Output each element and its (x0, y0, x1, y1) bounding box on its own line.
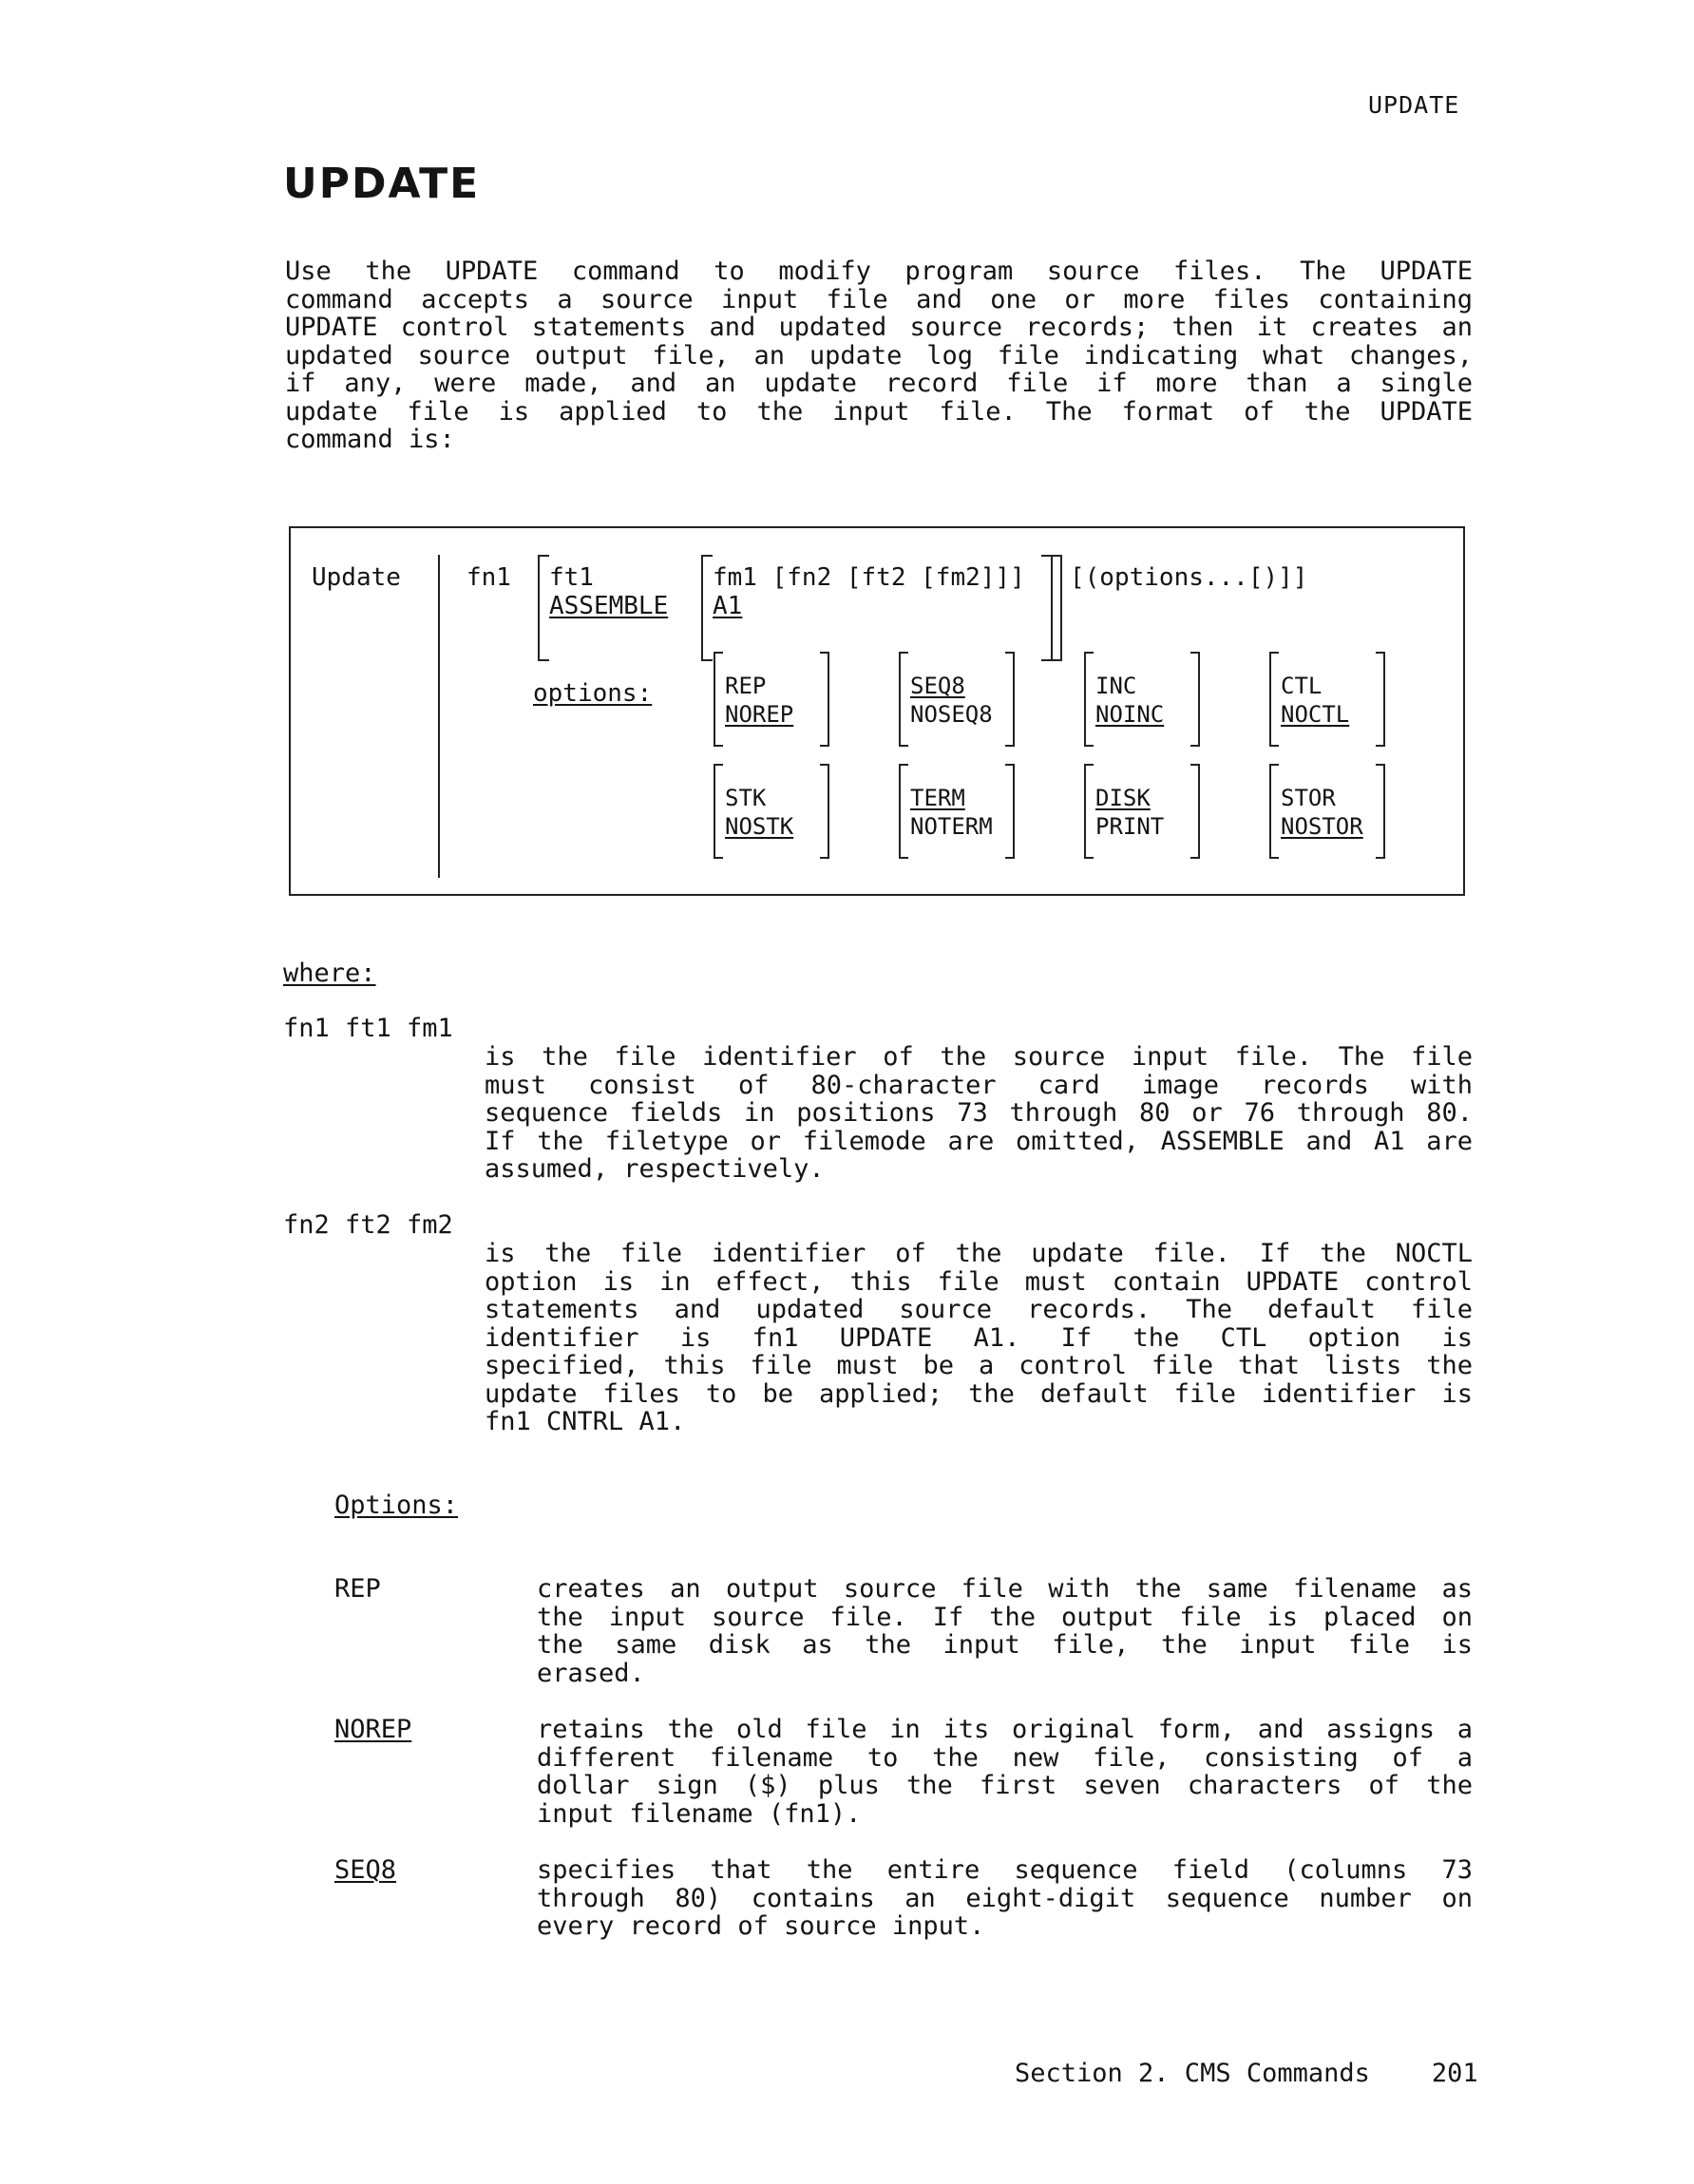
option-bracket-left (714, 652, 723, 747)
option-term: REP (334, 1574, 381, 1604)
option-value: NOCTL (1281, 701, 1350, 728)
option-description-line: retains the old file in its original form, and assigns a (537, 1715, 1473, 1744)
intro-paragraph (285, 257, 1473, 454)
option-bracket-right (1005, 764, 1015, 859)
option-pair (714, 764, 837, 859)
option-description (537, 1856, 1473, 1941)
option-value: DISK (1095, 785, 1151, 811)
option-pair (899, 764, 1022, 859)
option-bracket-left (1084, 652, 1094, 747)
option-value: NOREP (725, 701, 794, 728)
syntax-box (289, 526, 1465, 896)
option-value: NOSTK (725, 813, 794, 840)
option-value: NOTERM (910, 813, 993, 840)
option-bracket-left (1084, 764, 1094, 859)
option-bracket-left (899, 652, 908, 747)
option-bracket-right (1190, 652, 1200, 747)
option-description-line: the input source file. If the output file is placed on (537, 1602, 1473, 1632)
option-bracket-left (899, 764, 908, 859)
page-footer (1015, 2060, 1478, 2088)
option-bracket-right (1005, 652, 1015, 747)
option-description-line: input filename (fn1). (537, 1798, 862, 1829)
syntax-command: Update (312, 563, 401, 592)
option-value: NOSTOR (1281, 813, 1363, 840)
fm-bracket-right-outer (1051, 555, 1062, 661)
syntax-fn1: fn1 (466, 563, 511, 592)
option-bracket-right (820, 764, 829, 859)
operand-description-line: specified, this file must be a control file that lists the (485, 1351, 1473, 1380)
option-term: NOREP (334, 1715, 412, 1744)
option-bracket-left (1269, 764, 1279, 859)
operand-description-line: is the file identifier of the update file. If the NOCTL (485, 1239, 1473, 1268)
option-value: PRINT (1095, 813, 1165, 840)
option-description-line: different filename to the new file, consisting of a (537, 1742, 1473, 1773)
operand-description-line: assumed, respectively. (485, 1154, 825, 1184)
operand-description-line: must consist of 80-character card image records with (485, 1070, 1473, 1100)
option-value: NOSEQ8 (910, 701, 993, 728)
footer-section: Section 2. CMS Commands (1015, 2059, 1370, 2088)
intro-line: updated source output file, an update log file indicating what changes, (285, 340, 1473, 370)
option-value: INC (1095, 673, 1137, 699)
intro-line: Use the UPDATE command to modify program source files. The UPDATE (285, 256, 1473, 286)
option-pair (1084, 652, 1208, 747)
intro-line: UPDATE control statements and updated source records; then it creates an (285, 313, 1473, 342)
operand-description-line: If the filetype or filemode are omitted, ASSEMBLE and A1 are (485, 1126, 1473, 1156)
running-header: UPDATE (1368, 91, 1460, 119)
option-value: STK (725, 785, 767, 811)
option-bracket-right (1190, 764, 1200, 859)
option-pair (1084, 764, 1208, 859)
option-bracket-left (714, 764, 723, 859)
intro-line: if any, were made, and an update record file if more than a single (285, 369, 1473, 398)
option-pair (1269, 764, 1393, 859)
option-pair (714, 652, 837, 747)
operand-description-line: option is in effect, this file must contain UPDATE control (485, 1266, 1473, 1297)
ft1-bracket (538, 555, 549, 661)
where-label: where: (283, 959, 376, 988)
option-value: SEQ8 (910, 673, 965, 699)
intro-line: command accepts a source input file and one or more files containing (285, 284, 1473, 314)
page-title: UPDATE (283, 160, 481, 208)
option-bracket-left (1269, 652, 1279, 747)
option-description-line: specifies that the entire sequence field (columns 73 (537, 1855, 1473, 1885)
option-description (537, 1716, 1473, 1828)
syntax-ft1: ft1 (549, 563, 594, 592)
option-description-line: creates an output source file with the same filename as (537, 1574, 1473, 1604)
syntax-options-label: options: (533, 679, 653, 708)
syntax-divider (438, 555, 440, 878)
syntax-options-tail: [(options...[)]] (1070, 563, 1308, 592)
option-pair (1269, 652, 1393, 747)
option-value: CTL (1281, 673, 1323, 699)
option-term: SEQ8 (334, 1855, 397, 1885)
option-description-line: through 80) contains an eight-digit sequence number on (537, 1883, 1473, 1913)
option-value: REP (725, 673, 767, 699)
option-bracket-right (1376, 652, 1385, 747)
operand-term: fn1 ft1 fm1 (283, 1014, 453, 1043)
syntax-ft1-default: ASSEMBLE (549, 592, 669, 620)
operand-description-line: sequence fields in positions 73 through 80 or 76 through 80. (485, 1098, 1473, 1128)
operand-term: fn2 ft2 fm2 (283, 1210, 453, 1240)
operand-description-line: update files to be applied; the default file identifier is (485, 1378, 1473, 1409)
option-description-line: dollar sign ($) plus the first seven characters of the (537, 1771, 1473, 1800)
option-value: NOINC (1095, 701, 1165, 728)
option-description (537, 1575, 1473, 1687)
syntax-fm-group: fm1 [fn2 [ft2 [fm2]]] (713, 563, 1025, 592)
operand-description (485, 1240, 1473, 1436)
option-value: STOR (1281, 785, 1336, 811)
option-value: TERM (910, 785, 965, 811)
syntax-fm1-default: A1 (713, 592, 743, 620)
intro-line: command is: (285, 425, 455, 454)
option-description-line: every record of source input. (537, 1911, 985, 1941)
option-bracket-right (1376, 764, 1385, 859)
option-description-line: erased. (537, 1658, 645, 1688)
operand-description (485, 1043, 1473, 1184)
footer-page-number: 201 (1431, 2059, 1478, 2088)
option-bracket-right (820, 652, 829, 747)
operand-description-line: is the file identifier of the source input file. The file (485, 1042, 1473, 1072)
operand-description-line: identifier is fn1 UPDATE A1. If the CTL option is (485, 1322, 1473, 1353)
operand-description-line: fn1 CNTRL A1. (485, 1407, 686, 1436)
options-label: Options: (334, 1491, 459, 1520)
option-description-line: the same disk as the input file, the input file is (537, 1630, 1473, 1660)
intro-line: update file is applied to the input file. The format of the UPDATE (285, 396, 1473, 427)
option-pair (899, 652, 1022, 747)
fm-bracket-left (701, 555, 713, 661)
operand-description-line: statements and updated source records. The default file (485, 1295, 1473, 1324)
